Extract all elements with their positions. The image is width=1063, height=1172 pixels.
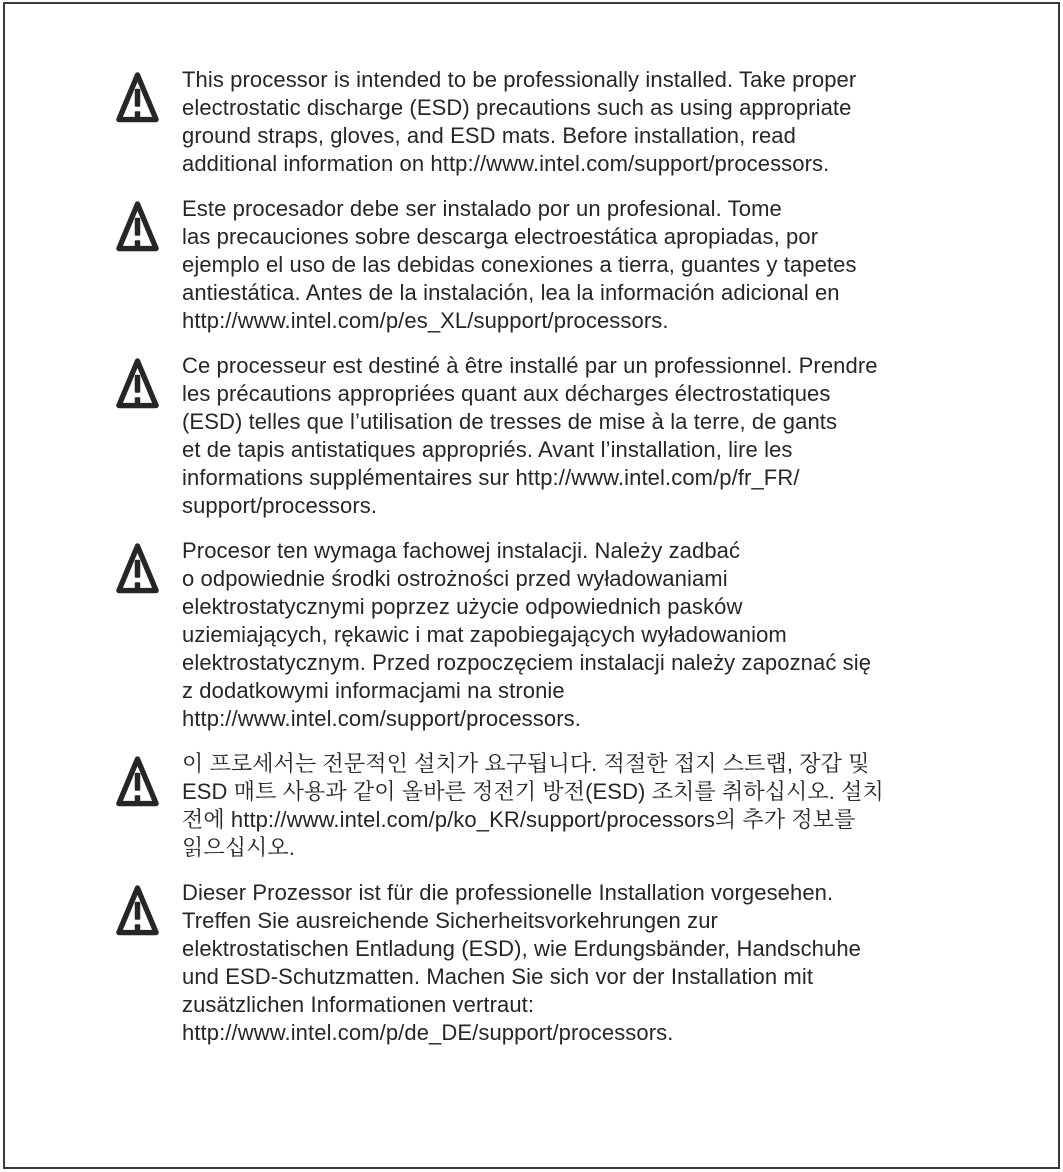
warning-text-german <box>182 879 963 1047</box>
warning-text-line: ejemplo el uso de las debidas conexiones a tierra, guantes y tapetes <box>182 252 857 277</box>
warning-text-spanish <box>182 195 963 335</box>
warning-paragraph-english <box>115 66 963 178</box>
warning-text-line: additional information on http://www.intel.com/support/processors. <box>182 151 830 176</box>
warning-text-line: http://www.intel.com/support/processors. <box>182 706 581 731</box>
warning-text-line: 읽으십시오. <box>182 835 295 860</box>
warning-text-line: elektrostatischen Entladung (ESD), wie Erdungsbänder, Handschuhe <box>182 936 862 961</box>
warning-text-line: Procesor ten wymaga fachowej instalacji. Należy zadbać <box>182 538 741 563</box>
warning-text-line: ESD 매트 사용과 같이 올바른 정전기 방전(ESD) 조치를 취하십시오. 설치 <box>182 779 884 804</box>
warning-text-english <box>182 66 963 178</box>
warning-icon-column <box>115 195 182 254</box>
warning-text-line: elektrostatycznymi poprzez użycie odpowiednich pasków <box>182 594 743 619</box>
warning-text-line: las precauciones sobre descarga electroestática apropiadas, por <box>182 224 819 249</box>
warning-paragraph-polish <box>115 537 963 733</box>
warning-text-line: support/processors. <box>182 493 378 518</box>
warning-triangle-icon <box>115 70 160 125</box>
warning-text-line: 전에 http://www.intel.com/p/ko_KR/support/processors의 추가 정보를 <box>182 807 856 832</box>
warning-text-line: uziemiających, rękawic i mat zapobiegających wyładowaniom <box>182 622 787 647</box>
warning-text-line: les précautions appropriées quant aux décharges électrostatiques <box>182 381 831 406</box>
warning-text-line: Ce processeur est destiné à être installé par un professionnel. Prendre <box>182 353 878 378</box>
warning-triangle-icon <box>115 883 160 938</box>
warning-text-line: informations supplémentaires sur http://www.intel.com/p/fr_FR/ <box>182 465 800 490</box>
warning-text-line: (ESD) telles que l’utilisation de tresses de mise à la terre, de gants <box>182 409 838 434</box>
warning-text-line: electrostatic discharge (ESD) precautions such as using appropriate <box>182 95 852 120</box>
warning-text-line: 이 프로세서는 전문적인 설치가 요구됩니다. 적절한 접지 스트랩, 장갑 및 <box>182 751 870 776</box>
warning-text-line: o odpowiednie środki ostrożności przed wyładowaniami <box>182 566 728 591</box>
warning-paragraph-korean <box>115 750 963 862</box>
warning-text-line: Dieser Prozessor ist für die professionelle Installation vorgesehen. <box>182 880 834 905</box>
warning-icon-column <box>115 352 182 411</box>
warning-triangle-icon <box>115 754 160 809</box>
warning-icon-column <box>115 537 182 596</box>
warning-triangle-icon <box>115 199 160 254</box>
warning-text-line: und ESD-Schutzmatten. Machen Sie sich vor der Installation mit <box>182 964 814 989</box>
warning-icon-column <box>115 750 182 809</box>
warning-text-line: et de tapis antistatiques appropriés. Avant l’installation, lire les <box>182 437 793 462</box>
warning-text-line: antiestática. Antes de la instalación, lea la información adicional en <box>182 280 840 305</box>
warning-text-line: z dodatkowymi informacjami na stronie <box>182 678 565 703</box>
warning-text-line: ground straps, gloves, and ESD mats. Before installation, read <box>182 123 796 148</box>
warnings-list <box>115 66 963 1064</box>
warning-triangle-icon <box>115 356 160 411</box>
warning-paragraph-german <box>115 879 963 1047</box>
warning-text-line: zusätzlichen Informationen vertraut: <box>182 992 535 1017</box>
warning-paragraph-spanish <box>115 195 963 335</box>
warning-text-line: elektrostatycznym. Przed rozpoczęciem instalacji należy zapoznać się <box>182 650 872 675</box>
warning-text-polish <box>182 537 963 733</box>
warning-triangle-icon <box>115 541 160 596</box>
warning-icon-column <box>115 66 182 125</box>
warning-text-line: http://www.intel.com/p/de_DE/support/processors. <box>182 1020 674 1045</box>
warning-text-line: Treffen Sie ausreichende Sicherheitsvorkehrungen zur <box>182 908 718 933</box>
warning-text-line: Este procesador debe ser instalado por un profesional. Tome <box>182 196 782 221</box>
warning-icon-column <box>115 879 182 938</box>
warning-text-line: This processor is intended to be professionally installed. Take proper <box>182 67 857 92</box>
warning-paragraph-french <box>115 352 963 520</box>
warning-text-line: http://www.intel.com/p/es_XL/support/processors. <box>182 308 669 333</box>
warning-text-korean <box>182 750 963 862</box>
warning-text-french <box>182 352 963 520</box>
